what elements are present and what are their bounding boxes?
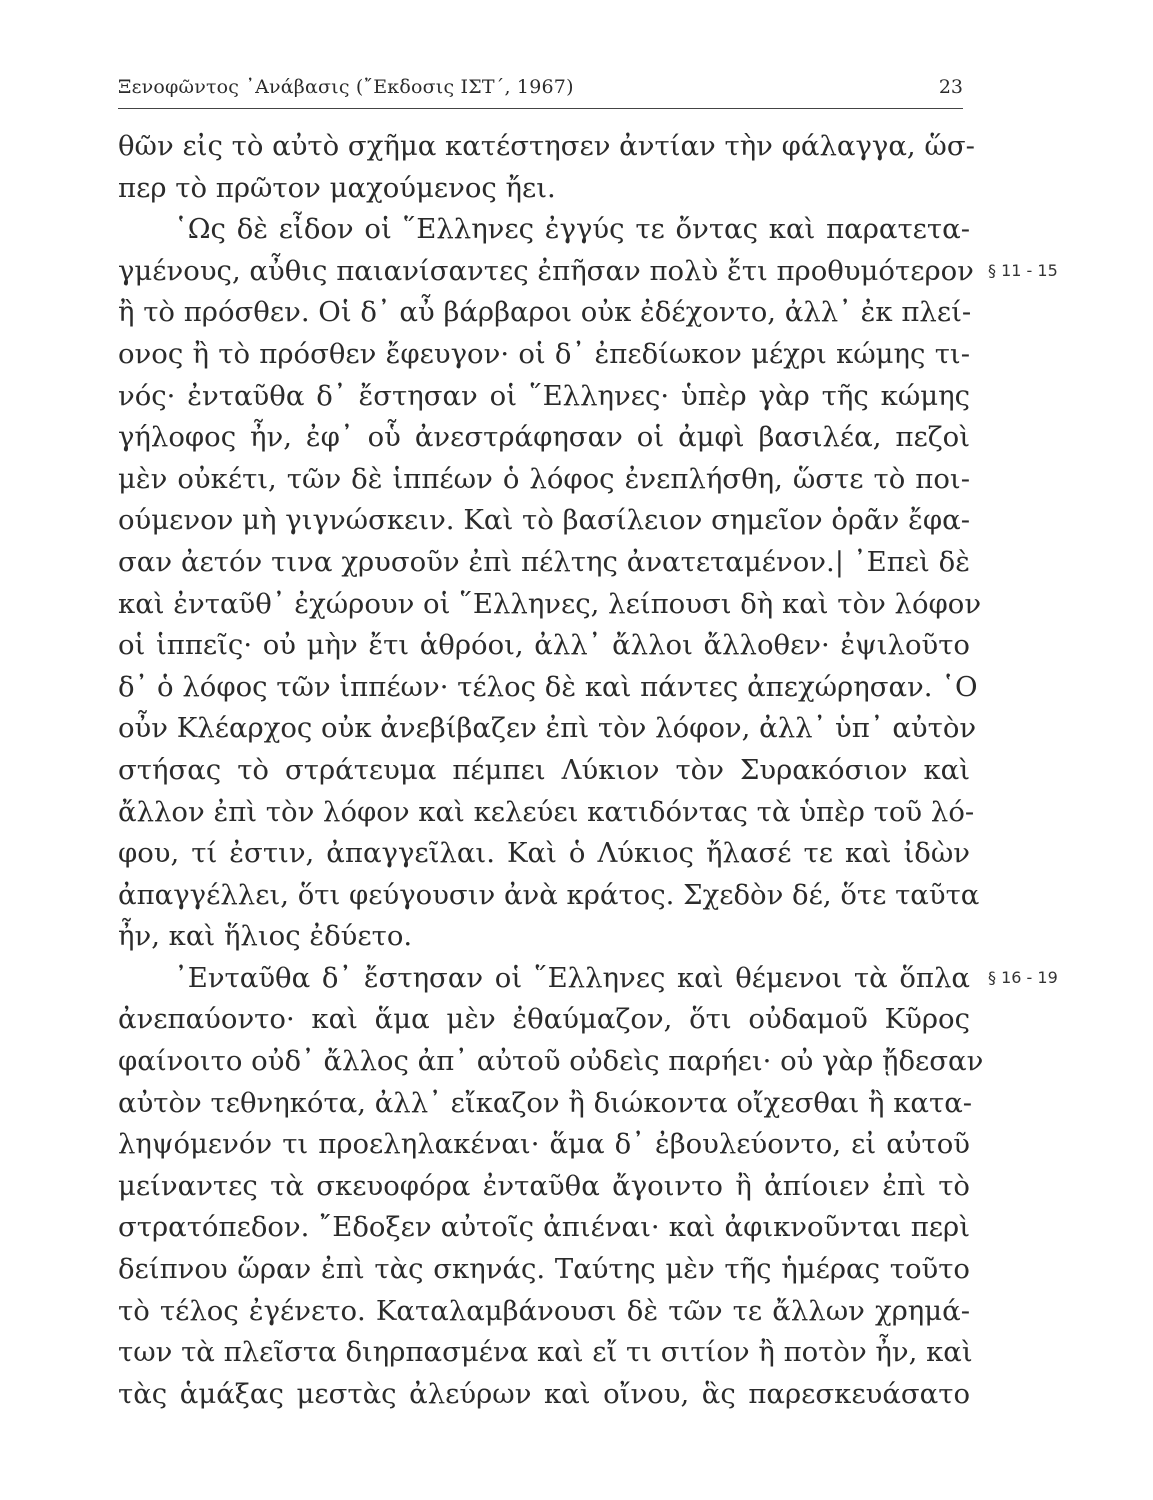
text-line: ληψόμενόν τι προεληλακέναι· ἅμα δ᾿ ἐβουλεύοντο, εἰ αὐτοῦ [118, 1128, 970, 1161]
text-line: ῾Ως δὲ εἶδον οἱ ῞Ελληνες ἐγγύς τε ὄντας καὶ παρατετα- [174, 213, 970, 246]
text-line: ούμενον μὴ γιγνώσκειν. Καὶ τὸ βασίλειον σημεῖον ὁρᾶν ἔφα- [118, 504, 970, 537]
margin-section-note: § 11 - 15 [988, 261, 1058, 280]
text-line: των τὰ πλεῖστα διηρπασμένα καὶ εἴ τι σιτίον ἢ ποτὸν ἦν, καὶ [118, 1336, 973, 1369]
margin-section-note: § 16 - 19 [988, 968, 1058, 987]
page-number: 23 [938, 76, 963, 98]
text-line: τὰς ἁμάξας μεστὰς ἀλεύρων καὶ οἴνου, ἃς παρεσκευάσατο [118, 1377, 970, 1410]
header-title: Ξενοφῶντος ᾿Ανάβασις (῎Εκδοσις ΙΣΤ΄, 1967) [118, 76, 574, 98]
text-line: ονος ἢ τὸ πρόσθεν ἔφευγον· οἱ δ᾿ ἐπεδίωκον μέχρι κώμης τι- [118, 337, 970, 370]
text-line: ἀπαγγέλλει, ὅτι φεύγουσιν ἀνὰ κράτος. Σχεδὸν δέ, ὅτε ταῦτα [118, 878, 980, 911]
text-line: σαν ἀετόν τινα χρυσοῦν ἐπὶ πέλτης ἀνατεταμένον.| ᾿Επεὶ δὲ [118, 545, 970, 578]
text-line: οὖν Κλέαρχος οὐκ ἀνεβίβαζεν ἐπὶ τὸν λόφον, ἀλλ᾿ ὑπ᾿ αὐτὸν [118, 712, 977, 745]
text-line: νός· ἐνταῦθα δ᾿ ἔστησαν οἱ ῞Ελληνες· ὑπὲρ γὰρ τῆς κώμης [118, 379, 970, 412]
body-text [118, 126, 984, 1415]
text-line: ἢ τὸ πρόσθεν. Οἱ δ᾿ αὖ βάρβαροι οὐκ ἐδέχοντο, ἀλλ᾿ ἐκ πλεί- [118, 296, 972, 329]
text-line: οἱ ἱππεῖς· οὐ μὴν ἔτι ἁθρόοι, ἀλλ᾿ ἄλλοι ἄλλοθεν· ἐψιλοῦτο [118, 629, 970, 662]
text-line: τὸ τέλος ἐγένετο. Καταλαμβάνουσι δὲ τῶν τε ἄλλων χρημά- [118, 1294, 970, 1327]
text-line: δ᾿ ὁ λόφος τῶν ἱππέων· τέλος δὲ καὶ πάντες ἀπεχώρησαν. ῾Ο [118, 670, 978, 703]
text-line: φαίνοιτο οὐδ᾿ ἄλλος ἀπ᾿ αὐτοῦ οὐδεὶς παρήει· οὐ γὰρ ᾔδεσαν [118, 1045, 984, 1078]
text-line: γήλοφος ἦν, ἐφ᾿ οὗ ἀνεστράφησαν οἱ ἀμφὶ βασιλέα, πεζοὶ [118, 421, 970, 454]
text-line: περ τὸ πρῶτον μαχούμενος ἤει. [118, 171, 556, 204]
text-line: φου, τί ἐστιν, ἀπαγγεῖλαι. Καὶ ὁ Λύκιος ἤλασέ τε καὶ ἰδὼν [118, 837, 970, 870]
text-line: ἦν, καὶ ἥλιος ἐδύετο. [118, 920, 413, 953]
running-header [118, 68, 963, 109]
text-line: στήσας τὸ στράτευμα πέμπει Λύκιον τὸν Συρακόσιον καὶ [118, 753, 970, 786]
text-line: ἀνεπαύοντο· καὶ ἅμα μὲν ἐθαύμαζον, ὅτι οὐδαμοῦ Κῦρος [118, 1003, 970, 1036]
text-line: αὐτὸν τεθνηκότα, ἀλλ᾿ εἴκαζον ἢ διώκοντα οἴχεσθαι ἢ κατα- [118, 1086, 973, 1119]
text-line: στρατόπεδον. ῎Εδοξεν αὐτοῖς ἀπιέναι· καὶ ἀφικνοῦνται περὶ [118, 1211, 970, 1244]
text-line: μὲν οὐκέτι, τῶν δὲ ἱππέων ὁ λόφος ἐνεπλήσθη, ὥστε τὸ ποι- [118, 462, 970, 495]
text-line: δείπνου ὥραν ἐπὶ τὰς σκηνάς. Ταύτης μὲν τῆς ἡμέρας τοῦτο [118, 1253, 970, 1286]
text-line: γμένους, αὖθις παιανίσαντες ἐπῆσαν πολὺ ἔτι προθυμότερον [118, 254, 974, 287]
text-line: θῶν εἰς τὸ αὐτὸ σχῆμα κατέστησεν ἀντίαν τὴν φάλαγγα, ὥσ- [118, 130, 975, 162]
text-line: ᾿Ενταῦθα δ᾿ ἔστησαν οἱ ῞Ελληνες καὶ θέμενοι τὰ ὅπλα [174, 961, 970, 994]
text-line: καὶ ἐνταῦθ᾿ ἐχώρουν οἱ ῞Ελληνες, λείπουσι δὴ καὶ τὸν λόφον [118, 587, 982, 620]
text-line: μείναντες τὰ σκευοφόρα ἐνταῦθα ἄγοιντο ἢ ἀπίοιεν ἐπὶ τὸ [118, 1169, 970, 1202]
text-line: ἄλλον ἐπὶ τὸν λόφον καὶ κελεύει κατιδόντας τὰ ὑπὲρ τοῦ λό- [118, 795, 975, 828]
